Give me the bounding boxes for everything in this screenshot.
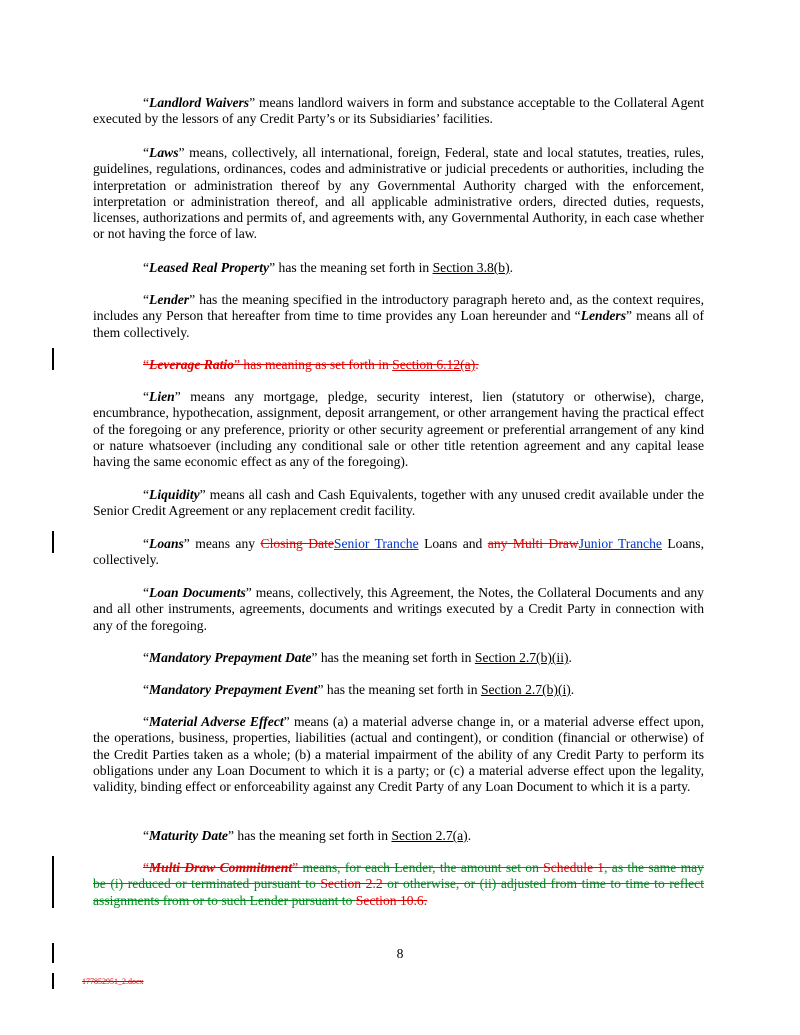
definition-mandatory-prepayment-event: “Mandatory Prepayment Event” has the meaning set forth in Section 2.7(b)(i).: [143, 682, 575, 697]
definition-lender: “Lender” has the meaning specified in the introductory paragraph hereto and, as the context requires, includes any Person that hereafter from time to time provides any Loan hereunder and “Lenders” means all of them collectively.: [93, 292, 704, 340]
change-bar: [52, 348, 54, 370]
inserted-text: Junior Tranche: [578, 536, 662, 551]
inserted-text: Senior Tranche: [333, 536, 419, 551]
defined-term: Lenders: [580, 308, 626, 324]
deleted-definition-leverage-ratio: “Leverage Ratio” has meaning as set forth in Section 6.12(a).: [143, 357, 479, 372]
change-bar: [52, 531, 54, 553]
defined-term: Multi Draw Commitment: [149, 860, 293, 875]
section-reference: Schedule 1: [543, 860, 605, 875]
section-reference: Section 3.8(b): [432, 260, 510, 275]
definition-landlord-waivers: “Landlord Waivers” means landlord waivers in form and substance acceptable to the Collateral Agent executed by the lessors of any Credit Party’s or its Subsidiaries’ facilities.: [93, 95, 704, 127]
deleted-text: Closing Date: [260, 536, 334, 551]
page-number: 8: [396, 946, 404, 961]
definition-leased-real-property: “Leased Real Property” has the meaning set forth in Section 3.8(b).: [143, 260, 514, 275]
section-reference: Section 6.12(a): [392, 357, 476, 372]
defined-term: Loans: [149, 536, 184, 551]
section-reference: Section 10.6: [355, 892, 424, 908]
defined-term: Liquidity: [149, 487, 200, 502]
defined-term: Loan Documents: [149, 585, 246, 600]
deleted-text: means, for each Lender, the amount set on: [298, 860, 544, 875]
defined-term: Maturity Date: [149, 828, 228, 843]
section-reference: Section 2.7(b)(ii): [474, 650, 569, 665]
definition-liquidity: “Liquidity” means all cash and Cash Equivalents, together with any unused credit available under the Senior Credit Agreement or any replacement credit facility.: [93, 487, 704, 519]
definition-loan-documents: “Loan Documents” means, collectively, this Agreement, the Notes, the Collateral Documents and any and all other instruments, agreements, documents and writings executed by a Credit Party in connection with any of the foregoing.: [93, 585, 704, 633]
change-bar: [52, 973, 54, 989]
defined-term: Landlord Waivers: [149, 95, 250, 110]
section-reference: Section 2.2: [320, 876, 383, 892]
defined-term: Leased Real Property: [149, 260, 270, 275]
defined-term: Laws: [149, 145, 179, 160]
document-id-footer: 177852951_2.docx: [82, 977, 144, 986]
definition-material-adverse-effect: “Material Adverse Effect” means (a) a material adverse change in, or a material adverse effect upon, the operations, business, properties, liabilities (actual and contingent), or condition (financial or otherwise) of the Credit Parties taken as a whole; (b) a material impairment of the ability of any Credit Party to perform its obligations under any Loan Document to which it is a party; or (c) a material adverse effect upon the legality, validity, binding effect or enforceability against any Credit Party of any Loan Document to which it is a party.: [93, 714, 704, 795]
definition-loans: “Loans” means any Closing DateSenior Tranche Loans and any Multi DrawJunior Tranche Loans, collectively.: [93, 536, 704, 568]
section-reference: Section 2.7(b)(i): [480, 682, 571, 697]
definition-lien: “Lien” means any mortgage, pledge, security interest, lien (statutory or otherwise), charge, encumbrance, hypothecation, assignment, deposit arrangement, or other arrangement having the practical effect of the foregoing or any preference, priority or other security agreement or preferential arrangement of any kind or nature whatsoever (including any conditional sale or other title retention agreement and any capital lease having the same economic effect as any of the foregoing).: [93, 389, 704, 470]
definition-laws: “Laws” means, collectively, all international, foreign, Federal, state and local statutes, treaties, rules, guidelines, regulations, ordinances, codes and administrative or judicial precedents or authorities, including the interpretation or administration thereof by any Governmental Authority charged with the enforcement, interpretation or administration thereof, and all applicable administrative orders, directed duties, requests, licenses, authorizations and permits of, and agreements with, any Governmental Authority, in each case whether or not having the force of law.: [93, 145, 704, 242]
defined-term: Material Adverse Effect: [149, 714, 284, 729]
definition-maturity-date: “Maturity Date” has the meaning set forth in Section 2.7(a).: [143, 828, 472, 843]
defined-term: Mandatory Prepayment Event: [149, 682, 318, 697]
section-reference: Section 2.7(a): [391, 828, 468, 843]
defined-term: Lien: [149, 389, 175, 404]
deleted-definition-multi-draw-commitment: “Multi Draw Commitment” means, for each Lender, the amount set on Schedule 1, as the same may be (i) reduced or terminated pursuant to Section 2.2 or otherwise, or (ii) adjusted from time to time to reflect assignments from or to such Lender pursuant to Section 10.6.: [93, 860, 704, 908]
definition-mandatory-prepayment-date: “Mandatory Prepayment Date” has the meaning set forth in Section 2.7(b)(ii).: [143, 650, 572, 665]
defined-term: Mandatory Prepayment Date: [149, 650, 312, 665]
deleted-text: any Multi Draw: [487, 536, 579, 551]
defined-term: Lender: [149, 292, 190, 307]
change-bar: [52, 856, 54, 908]
defined-term: Leverage Ratio: [149, 357, 234, 372]
